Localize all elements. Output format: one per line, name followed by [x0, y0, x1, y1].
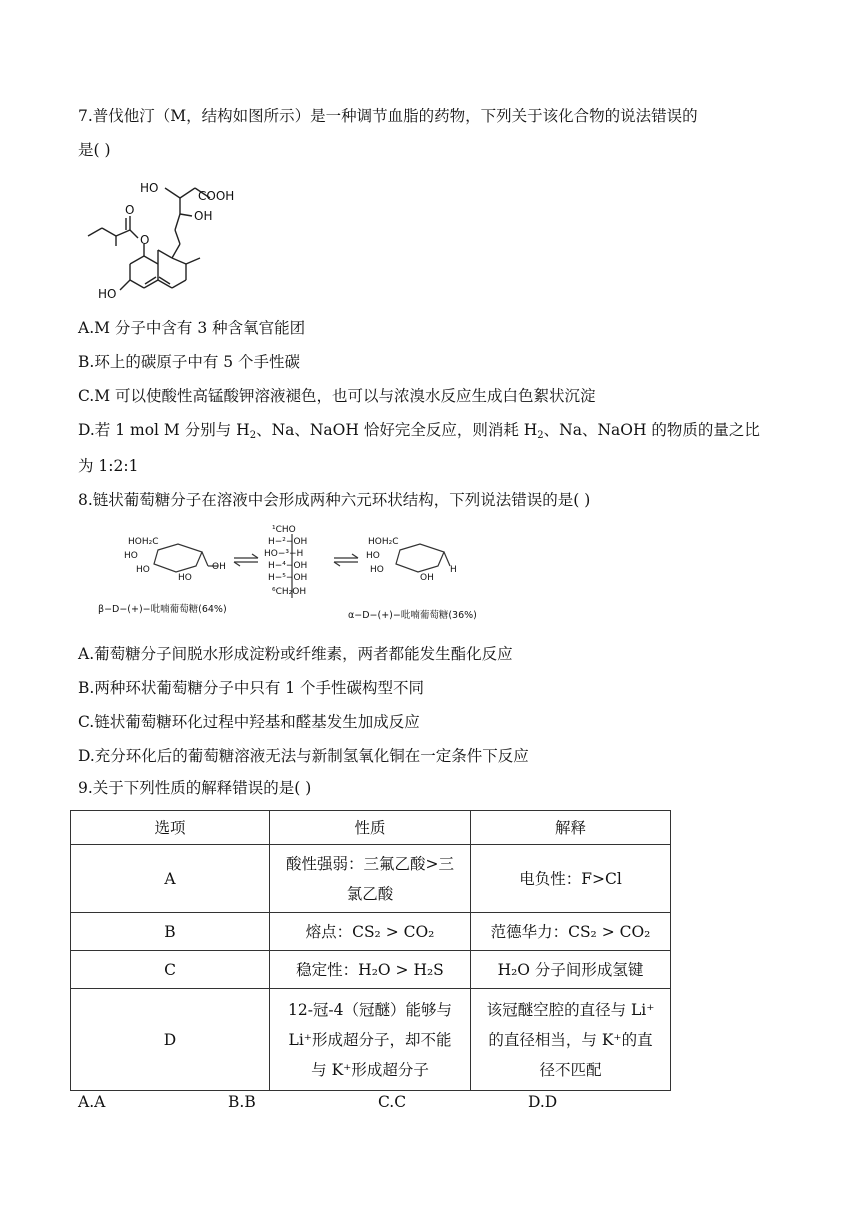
q7-option-a: A.M 分子中含有 3 种含氧官能团 [78, 319, 306, 337]
struct-o-ester: O [140, 233, 150, 247]
q9-table [70, 810, 671, 1091]
header-explanation: 解释 [471, 811, 671, 845]
right-h: H [450, 565, 457, 575]
struct-ho-top: HO [140, 181, 159, 195]
table-row [71, 951, 671, 989]
q8-option-b: B.两种环状葡萄糖分子中只有 1 个手性碳构型不同 [78, 679, 425, 697]
q8-option-c: C.链状葡萄糖环化过程中羟基和醛基发生加成反应 [78, 713, 420, 731]
row-b-option: B [71, 913, 270, 951]
table-header-row [71, 811, 671, 845]
table-row [71, 989, 671, 1091]
chain-c6: ⁶CH₂OH [272, 587, 307, 597]
left-ho-2: HO [136, 565, 150, 575]
q9-stem: 9.关于下列性质的解释错误的是( ) [78, 779, 312, 797]
q7-stem-line1: 7.普伐他汀（M，结构如图所示）是一种调节血脂的药物，下列关于该化合物的说法错误的 [78, 107, 698, 125]
left-ho-1: HO [124, 551, 138, 561]
q9-answer-d: D.D [528, 1093, 558, 1111]
row-b-explanation: 范德华力：CS₂ > CO₂ [471, 913, 671, 951]
row-d-explanation: 该冠醚空腔的直径与 Li⁺ 的直径相当，与 K⁺的直 径不匹配 [471, 989, 671, 1091]
left-oh: OH [212, 562, 226, 572]
row-c-property: 稳定性：H₂O > H₂S [270, 951, 471, 989]
table-row [71, 845, 671, 913]
q9-answer-c: C.C [378, 1093, 407, 1111]
right-oh: OH [420, 573, 434, 583]
q7-option-d-line1: D.若 1 mol M 分别与 $H_2$、Na、NaOH 恰好完全反应，则消耗 $H_2$、Na、NaOH 的物质的量之比 [78, 421, 760, 441]
row-a-property: 酸性强弱：三氟乙酸>三 氯乙酸 [270, 845, 471, 913]
right-hoh2c: HOH₂C [368, 537, 399, 547]
q7-option-d-line2: 为 1:2:1 [78, 457, 139, 475]
q8-option-d: D.充分环化后的葡萄糖溶液无法与新制氢氧化铜在一定条件下反应 [78, 747, 529, 765]
q7-option-c: C.M 可以使酸性高锰酸钾溶液褪色，也可以与浓溴水反应生成白色絮状沉淀 [78, 387, 596, 405]
row-c-option: C [71, 951, 270, 989]
header-property: 性质 [270, 811, 471, 845]
chain-c5: H−⁵−OH [268, 573, 308, 583]
row-d-property: 12-冠-4（冠醚）能够与 Li⁺形成超分子，却不能 与 K⁺形成超分子 [270, 989, 471, 1091]
q9-answer-b: B.B [228, 1093, 256, 1111]
left-ho-3: HO [178, 573, 192, 583]
q8-option-a: A.葡萄糖分子间脱水形成淀粉或纤维素，两者都能发生酯化反应 [78, 645, 513, 663]
table-row [71, 913, 671, 951]
alpha-caption: α−D−(+)−吡喃葡萄糖(36%) [348, 610, 477, 621]
struct-oh: OH [194, 209, 213, 223]
chain-c2: H−²−OH [268, 537, 308, 547]
glucose-equilibrium-figure [98, 522, 578, 628]
pravastatin-structure [80, 172, 260, 307]
q8-stem: 8.链状葡萄糖分子在溶液中会形成两种六元环状结构，下列说法错误的是( ) [78, 491, 591, 509]
struct-cooh: COOH [198, 189, 235, 203]
header-option: 选项 [71, 811, 270, 845]
chain-c1: ¹CHO [272, 525, 296, 535]
q7-option-b: B.环上的碳原子中有 5 个手性碳 [78, 353, 301, 371]
chain-c3: HO−³−H [264, 549, 304, 559]
row-a-explanation: 电负性：F>Cl [471, 845, 671, 913]
row-b-property: 熔点：CS₂ > CO₂ [270, 913, 471, 951]
left-hoh2c: HOH₂C [128, 537, 159, 547]
right-ho-2: HO [370, 565, 384, 575]
beta-caption: β−D−(+)−吡喃葡萄糖(64%) [98, 604, 227, 615]
struct-ho-bottom: HO [98, 287, 117, 301]
q7-stem-line2: 是( ) [78, 141, 111, 159]
row-a-option: A [71, 845, 270, 913]
q9-answer-a: A.A [78, 1093, 106, 1111]
struct-o-carbonyl: O [125, 203, 135, 217]
row-d-option: D [71, 989, 270, 1091]
row-c-explanation: H₂O 分子间形成氢键 [471, 951, 671, 989]
right-ho-1: HO [366, 551, 380, 561]
chain-c4: H−⁴−OH [268, 561, 308, 571]
